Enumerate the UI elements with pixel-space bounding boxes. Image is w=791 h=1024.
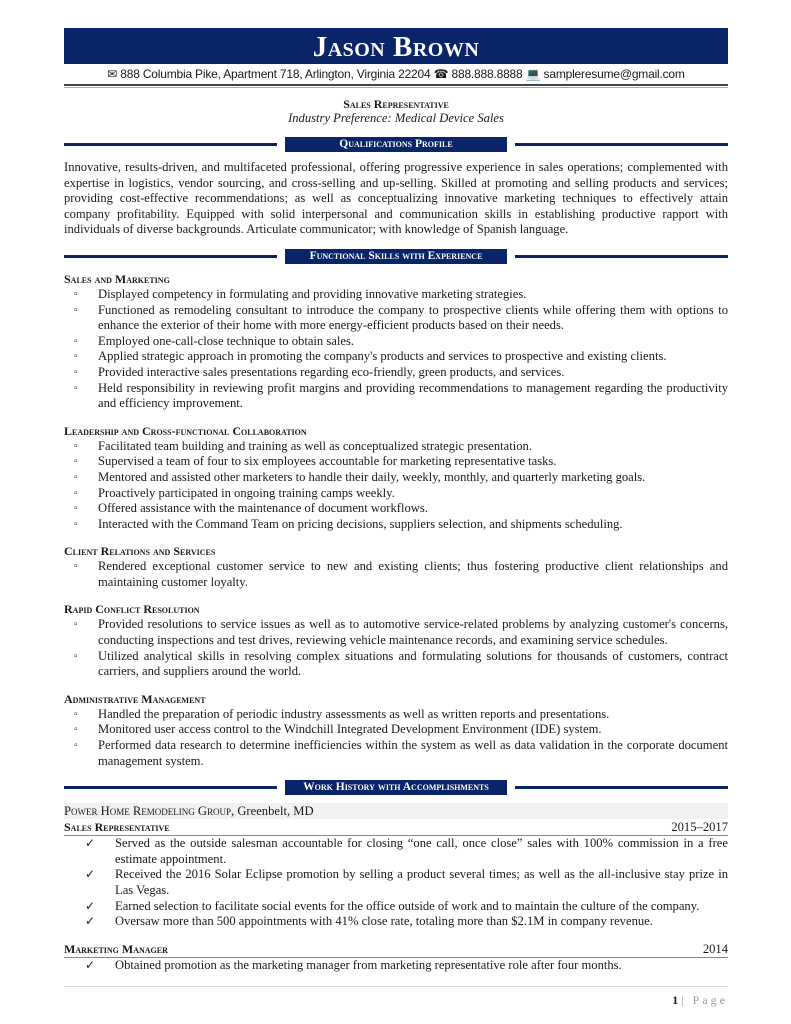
address-icon: ✉ bbox=[107, 67, 118, 81]
bullet-text: Rendered exceptional customer service to new and existing clients; thus fostering productive client relationships and maintaining customer loyalty. bbox=[98, 559, 728, 589]
list-item bbox=[64, 439, 728, 455]
list-item bbox=[64, 470, 728, 486]
bullet-text: Mentored and assisted other marketers to handle their daily, weekly, monthly, and quarterly marketing goals. bbox=[98, 469, 646, 484]
square-bullet-icon: ▫ bbox=[74, 740, 78, 752]
list-item bbox=[64, 899, 728, 915]
skill-bullets bbox=[64, 617, 728, 679]
bullet-text: Interacted with the Command Team on pricing decisions, suppliers selection, and shipments scheduling. bbox=[98, 516, 623, 531]
role-title: Sales Representative bbox=[64, 820, 170, 835]
bullet-text: Performed data research to determine inefficiencies within the system as well as data validation in the corporate document management system. bbox=[98, 738, 728, 768]
bullet-text: Served as the outside salesman accountable for closing “one call, once close” sales with 100% commission in a free estimate appointment. bbox=[115, 836, 728, 866]
list-item bbox=[64, 559, 728, 590]
bullet-text: Provided interactive sales presentations regarding eco-friendly, green products, and services. bbox=[98, 364, 565, 379]
name-banner bbox=[64, 28, 728, 64]
square-bullet-icon: ▫ bbox=[74, 650, 78, 662]
bullet-text: Displayed competency in formulating and providing innovative marketing strategies. bbox=[98, 286, 527, 301]
square-bullet-icon: ▫ bbox=[74, 335, 78, 347]
skills-list bbox=[64, 272, 728, 769]
list-item bbox=[64, 287, 728, 303]
page-label: | Page bbox=[681, 993, 728, 1008]
skill-heading: Administrative Management bbox=[64, 691, 206, 706]
role-header bbox=[64, 820, 728, 836]
list-item bbox=[64, 334, 728, 350]
section-title: Qualifications Profile bbox=[285, 137, 507, 152]
skill-heading: Leadership and Cross-functional Collaboration bbox=[64, 423, 307, 438]
section-header-work bbox=[64, 780, 728, 795]
bullet-text: Supervised a team of four to six employees accountable for marketing representative tasks. bbox=[98, 454, 557, 469]
company-line bbox=[64, 803, 728, 819]
work-roles bbox=[64, 820, 728, 973]
skill-bullets bbox=[64, 439, 728, 533]
list-item bbox=[64, 707, 728, 723]
square-bullet-icon: ▫ bbox=[74, 366, 78, 378]
section-header-qualifications bbox=[64, 137, 728, 152]
section-title: Work History with Accomplishments bbox=[285, 780, 507, 795]
checkmark-icon: ✓ bbox=[85, 914, 96, 929]
bullet-text: Proactively participated in ongoing training camps weekly. bbox=[98, 485, 395, 500]
square-bullet-icon: ▫ bbox=[74, 382, 78, 394]
square-bullet-icon: ▫ bbox=[74, 561, 78, 573]
bullet-text: Oversaw more than 500 appointments with 41% close rate, totaling more than $2.1M in company revenue. bbox=[115, 914, 653, 929]
bullet-text: Provided resolutions to service issues as well as to automotive service-related problems by analyzing customer's concerns, conducting inspections and test drives, reviewing vehicle maintenance records, and examining service schedules. bbox=[98, 617, 728, 648]
bullet-text: Facilitated team building and training as well as conceptualized strategic presentation. bbox=[98, 438, 532, 453]
square-bullet-icon: ▫ bbox=[74, 440, 78, 452]
profile-summary: Innovative, results-driven, and multifaceted professional, offering progressive experience in sales operations; complemented with expertise in logistics, vendor sourcing, and cross-selling and up-selling. Skilled at promoting and selling products and services; providing cost-effective recommendations; as well as conceptualizing innovative marketing techniques to effectively attain company profitability. Equipped with solid interpersonal and communication skills in establishing productive rapport with individuals of diverse backgrounds. Articulate communicator; with knowledge of Spanish language. bbox=[64, 160, 728, 237]
square-bullet-icon: ▫ bbox=[74, 708, 78, 720]
square-bullet-icon: ▫ bbox=[74, 724, 78, 736]
list-item bbox=[64, 454, 728, 470]
list-item bbox=[64, 722, 728, 738]
phone-icon: ☎ bbox=[433, 67, 449, 81]
phone: 888.888.8888 bbox=[451, 67, 523, 81]
checkmark-icon: ✓ bbox=[85, 898, 96, 913]
contact-line bbox=[64, 65, 728, 83]
skill-bullets bbox=[64, 287, 728, 412]
industry-preference: Industry Preference: Medical Device Sales bbox=[288, 111, 504, 125]
bullet-text: Earned selection to facilitate social events for the office outside of work and to maintain the culture of the company. bbox=[115, 898, 700, 913]
resume-page bbox=[64, 28, 728, 1009]
list-item bbox=[64, 867, 728, 898]
bullet-text: Held responsibility in reviewing profit margins and providing recommendations to management regarding the productivity and efficiency improvement. bbox=[98, 380, 728, 411]
square-bullet-icon: ▫ bbox=[74, 619, 78, 631]
role-header bbox=[64, 942, 728, 958]
bullet-text: Utilized analytical skills in resolving complex situations and formulating solutions for thousands of customers, contract carriers, and suppliers around the world. bbox=[98, 648, 728, 679]
square-bullet-icon: ▫ bbox=[74, 304, 78, 316]
square-bullet-icon: ▫ bbox=[74, 518, 78, 530]
list-item bbox=[64, 914, 728, 930]
email[interactable]: sampleresume@gmail.com bbox=[543, 67, 685, 81]
square-bullet-icon: ▫ bbox=[74, 503, 78, 515]
checkmark-icon: ✓ bbox=[85, 957, 96, 972]
candidate-name: Jason Brown bbox=[312, 31, 480, 63]
list-item bbox=[64, 365, 728, 381]
square-bullet-icon: ▫ bbox=[74, 288, 78, 300]
email-icon: 💻 bbox=[525, 67, 541, 81]
bullet-text: Received the 2016 Solar Eclipse promotion by selling a product several times; as well as the all-inclusive stay prize in Las Vegas. bbox=[115, 867, 728, 897]
address: 888 Columbia Pike, Apartment 718, Arlington, Virginia 22204 bbox=[120, 67, 431, 81]
bullet-text: Monitored user access control to the Windchill Integrated Development Environment (IDE) system. bbox=[98, 722, 602, 737]
skill-bullets bbox=[64, 707, 728, 769]
accomplishments bbox=[64, 836, 728, 930]
section-title: Functional Skills with Experience bbox=[285, 249, 507, 264]
target-title: Sales Representative bbox=[343, 97, 449, 111]
role-title: Marketing Manager bbox=[64, 941, 168, 956]
list-item bbox=[64, 738, 728, 769]
checkmark-icon: ✓ bbox=[85, 836, 96, 851]
square-bullet-icon: ▫ bbox=[74, 456, 78, 468]
bullet-text: Offered assistance with the maintenance of document workflows. bbox=[98, 501, 428, 516]
list-item bbox=[64, 501, 728, 517]
company-name: Power Home Remodeling Group bbox=[64, 804, 232, 819]
bullet-text: Applied strategic approach in promoting the company's products and services to prospective and existing clients. bbox=[98, 349, 667, 364]
square-bullet-icon: ▫ bbox=[74, 471, 78, 483]
skill-heading: Client Relations and Services bbox=[64, 544, 216, 559]
role-dates: 2014 bbox=[702, 941, 728, 956]
list-item bbox=[64, 486, 728, 502]
section-header-skills bbox=[64, 249, 728, 264]
bullet-text: Employed one-call-close technique to obtain sales. bbox=[98, 333, 354, 348]
skill-bullets bbox=[64, 559, 728, 590]
square-bullet-icon: ▫ bbox=[74, 487, 78, 499]
company-location: , Greenbelt, MD bbox=[231, 804, 314, 819]
header-rule bbox=[64, 84, 728, 88]
page-footer bbox=[64, 986, 728, 1009]
bullet-text: Obtained promotion as the marketing manager from marketing representative role after four months. bbox=[115, 957, 622, 972]
bullet-text: Handled the preparation of periodic industry assessments as well as written reports and presentations. bbox=[98, 706, 610, 721]
skill-heading: Sales and Marketing bbox=[64, 271, 170, 286]
skill-heading: Rapid Conflict Resolution bbox=[64, 602, 200, 617]
list-item bbox=[64, 649, 728, 680]
list-item bbox=[64, 836, 728, 867]
list-item bbox=[64, 617, 728, 648]
square-bullet-icon: ▫ bbox=[74, 351, 78, 363]
list-item bbox=[64, 958, 728, 974]
bullet-text: Functioned as remodeling consultant to introduce the company to prospective clients while offering them with options to enhance the exterior of their home with more energy-efficient products based on their needs. bbox=[98, 302, 728, 333]
list-item bbox=[64, 381, 728, 412]
list-item bbox=[64, 517, 728, 533]
list-item bbox=[64, 303, 728, 334]
page-number: 1 bbox=[672, 993, 679, 1008]
checkmark-icon: ✓ bbox=[85, 867, 96, 882]
accomplishments bbox=[64, 958, 728, 974]
list-item bbox=[64, 349, 728, 365]
role-dates: 2015–2017 bbox=[671, 820, 728, 835]
